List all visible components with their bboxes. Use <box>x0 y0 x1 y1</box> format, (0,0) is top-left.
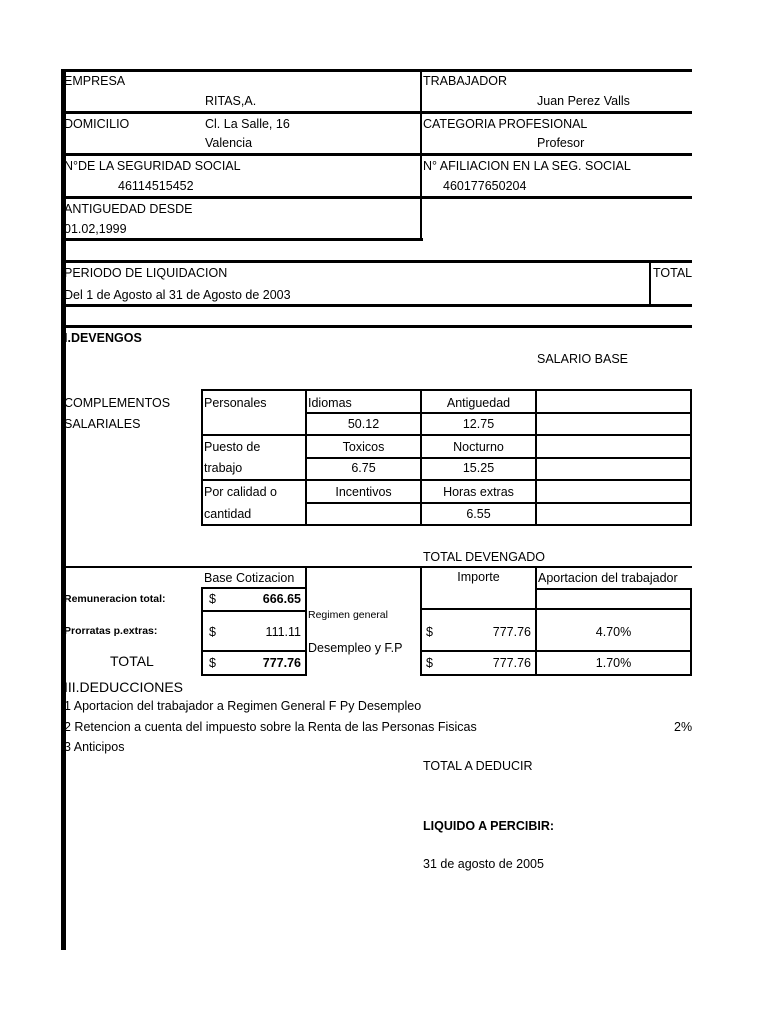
importe-1: 777.76 <box>492 625 531 639</box>
grid-line <box>690 389 692 526</box>
afiliacion-label: N° AFILIACION EN LA SEG. SOCIAL <box>423 159 631 173</box>
horas-extras-label: Horas extras <box>443 485 514 499</box>
prorratas-label: Prorratas p.extras: <box>64 625 158 637</box>
salario-base-label: SALARIO BASE <box>537 352 629 366</box>
periodo-total-label: TOTAL <box>653 266 693 280</box>
domicilio-city: Valencia <box>205 136 253 150</box>
periodo-value: Del 1 de Agosto al 31 de Agosto de 2003 <box>64 288 291 302</box>
importe-label: Importe <box>457 570 500 584</box>
empresa-value: RITAS,A. <box>205 94 257 108</box>
grid-line <box>201 434 692 436</box>
grid-line <box>305 457 692 459</box>
antiguedad-value: 01.02,1999 <box>64 222 127 236</box>
rule <box>61 69 692 72</box>
total-cotizacion-value: 777.76 <box>262 656 301 670</box>
rule <box>61 111 692 114</box>
base-cotizacion-label: Base Cotizacion <box>204 571 295 585</box>
fecha-label: 31 de agosto de 2005 <box>423 857 544 871</box>
puesto-label-2: trabajo <box>204 461 243 475</box>
grid-line <box>201 650 307 652</box>
categoria-value: Profesor <box>537 136 585 150</box>
horas-extras-value: 6.55 <box>466 507 491 521</box>
toxicos-value: 6.75 <box>351 461 376 475</box>
grid-line <box>201 389 692 391</box>
aportacion-pct-2: 1.70% <box>595 656 632 670</box>
puesto-label-1: Puesto de <box>204 440 261 454</box>
rule <box>420 69 422 241</box>
incentivos-label: Incentivos <box>335 485 392 499</box>
grid-line <box>535 389 537 526</box>
grid-line <box>535 588 692 590</box>
regimen-general-label: Regimen general <box>308 609 388 621</box>
grid-line <box>420 608 692 610</box>
personales-label: Personales <box>204 396 267 410</box>
grid-line <box>420 389 422 526</box>
afiliacion-value: 460177650204 <box>443 179 527 193</box>
grid-line <box>305 566 307 676</box>
deducciones-title: III.DEDUCCIONES <box>64 679 184 695</box>
prorratas-value: 111.11 <box>265 625 301 639</box>
remuneracion-value: 666.65 <box>262 592 301 606</box>
deduccion-item-1: 1 Aportacion del trabajador a Regimen General F Py Desempleo <box>64 699 422 713</box>
rule <box>61 304 692 307</box>
categoria-label: CATEGORIA PROFESIONAL <box>423 117 588 131</box>
rule <box>61 238 423 241</box>
rule <box>61 196 692 199</box>
deduccion-item-2-pct: 2% <box>674 720 693 734</box>
currency-1: $ <box>209 592 216 606</box>
currency-5: $ <box>426 656 433 670</box>
aportacion-label: Aportacion del trabajador <box>538 572 678 585</box>
domicilio-label: DOMICILIO <box>64 117 130 131</box>
liquido-a-percibir-label: LIQUIDO A PERCIBIR: <box>423 819 555 833</box>
grid-line <box>201 479 692 481</box>
grid-line <box>305 412 692 414</box>
calidad-label-2: cantidad <box>204 507 252 521</box>
nss-label: N°DE LA SEGURIDAD SOCIAL <box>64 159 241 173</box>
empresa-label: EMPRESA <box>64 74 126 88</box>
deduccion-item-2: 2 Retencion a cuenta del impuesto sobre la Renta de las Personas Fisicas <box>64 720 477 734</box>
deduccion-item-3: 3 Anticipos <box>64 740 125 754</box>
grid-line <box>690 588 692 676</box>
grid-line <box>420 674 692 676</box>
trabajador-value: Juan Perez Valls <box>537 94 630 108</box>
rule <box>61 153 692 156</box>
nss-value: 46114515452 <box>118 179 194 193</box>
calidad-label-1: Por calidad o <box>204 485 277 499</box>
total-cotizacion-label: TOTAL <box>110 653 154 669</box>
devengos-title: I.DEVENGOS <box>64 331 142 345</box>
grid-line <box>201 587 307 589</box>
currency-2: $ <box>209 625 216 639</box>
rule <box>61 566 692 568</box>
periodo-label: PERIODO DE LIQUIDACION <box>64 266 228 280</box>
antiguedad-col-label: Antiguedad <box>446 396 511 410</box>
nocturno-label: Nocturno <box>453 440 504 454</box>
currency-3: $ <box>209 656 216 670</box>
toxicos-label: Toxicos <box>342 440 385 454</box>
grid-line <box>201 674 307 676</box>
salariales-label: SALARIALES <box>64 417 141 431</box>
domicilio-street: Cl. La Salle, 16 <box>205 117 290 131</box>
grid-line <box>420 650 692 652</box>
aportacion-pct-1: 4.70% <box>595 625 632 639</box>
grid-line <box>201 587 203 676</box>
importe-2: 777.76 <box>492 656 531 670</box>
desempleo-label: Desempleo y F.P <box>308 641 403 655</box>
idiomas-label: Idiomas <box>308 396 352 410</box>
grid-line <box>305 389 307 526</box>
grid-line <box>201 610 307 612</box>
grid-line <box>305 502 692 504</box>
total-a-deducir-label: TOTAL A DEDUCIR <box>423 759 533 773</box>
total-devengado-label: TOTAL DEVENGADO <box>423 550 546 564</box>
rule <box>61 325 692 328</box>
currency-4: $ <box>426 625 433 639</box>
antiguedad-grid-value: 12.75 <box>462 417 495 431</box>
rule <box>649 260 651 306</box>
idiomas-value: 50.12 <box>347 417 380 431</box>
antiguedad-label: ANTIGUEDAD DESDE <box>64 202 193 216</box>
rule <box>61 260 692 263</box>
remuneracion-label: Remuneracion total: <box>64 593 166 605</box>
trabajador-label: TRABAJADOR <box>423 74 508 88</box>
nocturno-value: 15.25 <box>462 461 495 475</box>
complementos-label: COMPLEMENTOS <box>64 396 171 410</box>
grid-line <box>201 389 203 526</box>
grid-line <box>201 524 692 526</box>
